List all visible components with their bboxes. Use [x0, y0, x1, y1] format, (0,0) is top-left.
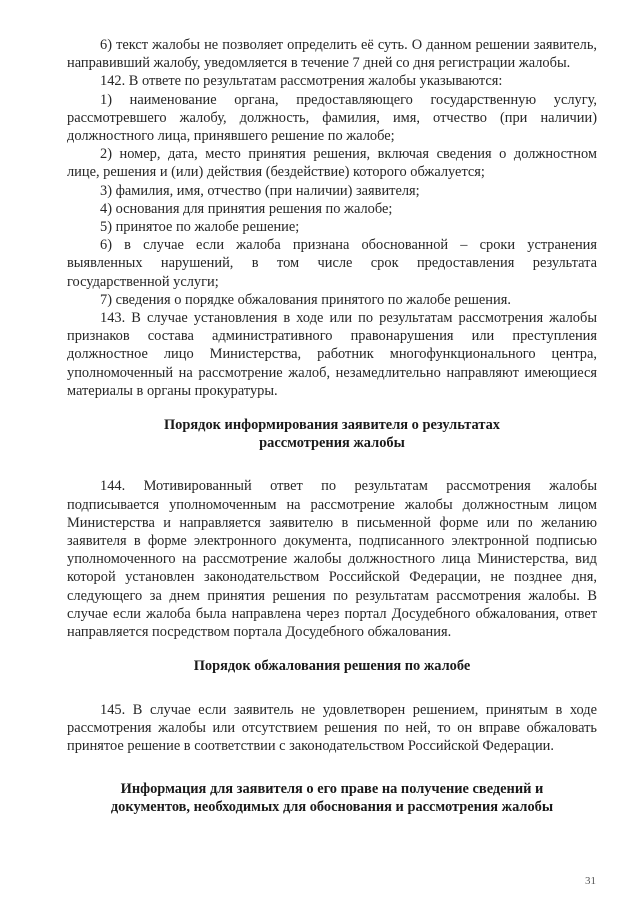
list-item-1: 1) наименование органа, предоставляющего государственную услугу, рассмотревшего жалобу, должность, фамилия, имя, отчество (при наличии) должностного лица, принявшего решение по жалобе; — [67, 91, 597, 145]
paragraph-144: 144. Мотивированный ответ по результатам рассмотрения жалобы подписывается уполномоченным на рассмотрение жалобы должностным лицом Министерства и направляется заявителю в письменной форме или по желанию заявителя в форме электронного документа, подписанного электронной подписью уполномоченного на рассмотрение жалобы должностного лица Министерства, вид которой установлен законодательством Российской Федерации, не позднее дня, следующего за днем принятия решения по результатам рассмотрения жалобы. В случае если жалоба была направлена через портал Досудебного обжалования, ответ направляется посредством портала Досудебного обжалования. — [67, 478, 597, 641]
list-item-6-reject: 6) текст жалобы не позволяет определить её суть. О данном решении заявитель, направивший жалобу, уведомляется в течение 7 дней со дня регистрации жалобы. — [67, 37, 597, 72]
list-item-4: 4) основания для принятия решения по жалобе; — [100, 200, 393, 217]
document-body — [67, 36, 597, 817]
list-item-6: 6) в случае если жалоба признана обоснованной – сроки устранения выявленных нарушений, в том числе срок предоставления результата государственной услуги; — [67, 237, 597, 290]
paragraph-145: 145. В случае если заявитель не удовлетворен решением, принятым в ходе рассмотрения жалобы или отсутствием решения по ней, то он вправе обжаловать принятое решение в соответствии с законодательством Российской Федерации. — [67, 701, 597, 754]
list-item-3: 3) фамилия, имя, отчество (при наличии) заявителя; — [100, 182, 420, 199]
list-item-7: 7) сведения о порядке обжалования принятого по жалобе решения. — [100, 291, 511, 308]
list-item-5: 5) принятое по жалобе решение; — [100, 219, 300, 236]
page-number: 31 — [585, 875, 596, 887]
section-heading-information: Информация для заявителя о его праве на получение сведений и документов, необходимых для обоснования и рассмотрения жалобы — [110, 781, 554, 816]
paragraph-142: 142. В ответе по результатам рассмотрения жалобы указываются: — [100, 73, 503, 90]
section-heading-informing: Порядок информирования заявителя о результатах рассмотрения жалобы — [163, 417, 500, 452]
paragraph-143: 143. В случае установления в ходе или по результатам рассмотрения жалобы признаков состава административного правонарушения или преступления должностное лицо Министерства, работник многофункционального центра, уполномоченный на рассмотрение жалоб, незамедлительно направляют имеющиеся материалы в органы прокуратуры. — [67, 310, 597, 399]
section-heading-appeal: Порядок обжалования решения по жалобе — [193, 658, 471, 675]
list-item-2: 2) номер, дата, место принятия решения, включая сведения о должностном лице, решения и (или) действия (бездействие) которого обжалуется; — [67, 146, 597, 181]
